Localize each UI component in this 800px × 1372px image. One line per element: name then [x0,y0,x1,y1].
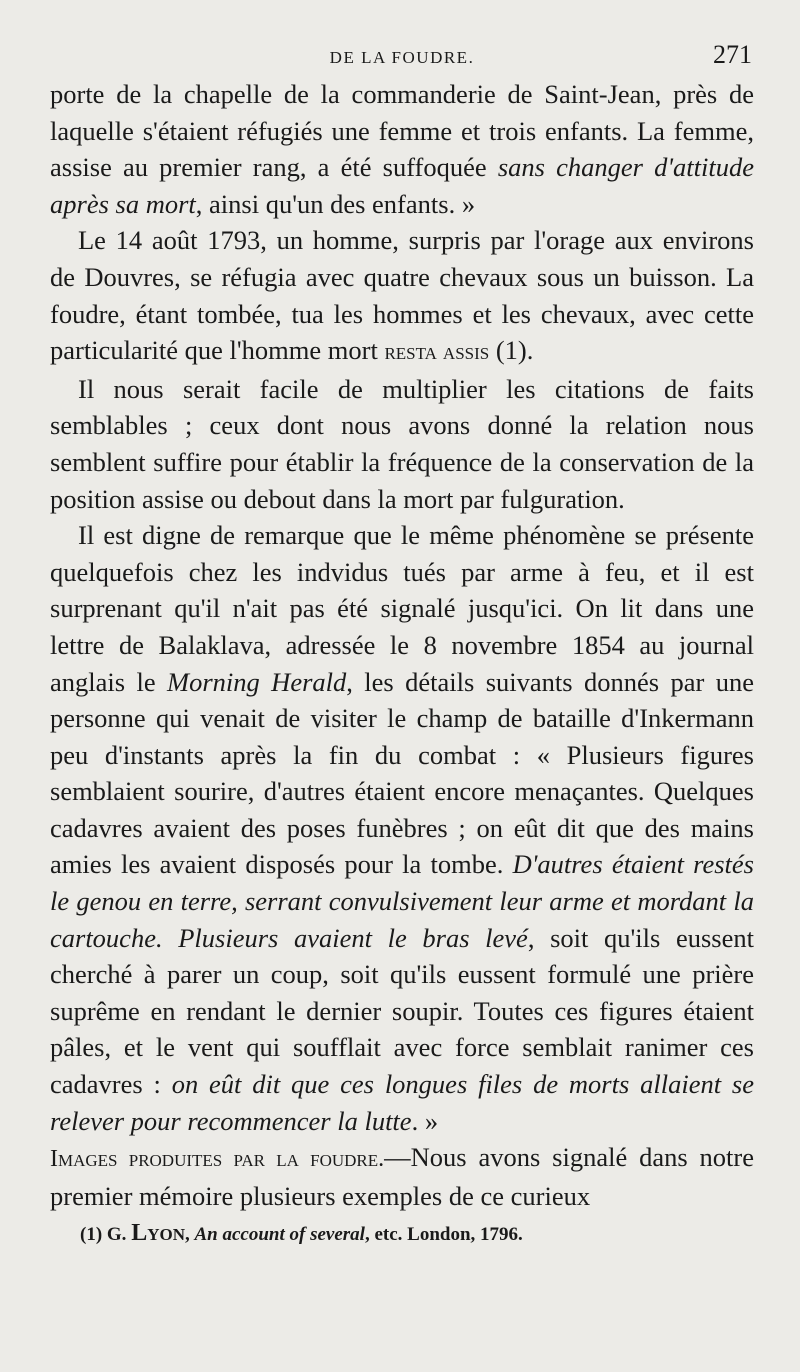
paragraph-1 [50,76,754,222]
text-run: porte de la chapelle de la commanderie de Saint-Jean, près de laquelle s'étaient réfugiés une femme et trois enfants. La femme, assise au premier rang, a été suffoquée [50,79,754,183]
paragraph-3 [50,371,754,517]
running-title: DE LA FOUDRE. [329,48,475,67]
text-run: , soit qu'ils eussent cherché à parer un coup, soit qu'ils eussent formulé une prière suprême en rendant le dernier soupir. Toutes ces figures étaient pâles, et le vent qui soufflait avec force semblait ranimer ces cadavres : [50,922,754,1100]
text-run: , ainsi qu'un des enfants. » [195,188,476,219]
page-number: 271 [713,40,752,69]
italic-run: sans changer d'attitude après sa mort [50,152,754,219]
text-run: Il nous serait facile de multiplier les citations de faits semblables ; ceux dont nous avons donné la relation nous semblent suffire pour établir la fréquence de la conservation de la position assise ou debout dans la mort par fulguration. [50,373,754,514]
paragraph-4 [50,517,754,1139]
running-head [50,36,754,76]
italic-run: D'autres étaient restés le genou en terre, serrant convulsivement leur arme et mordant la cartouche. Plusieurs avaient le bras levé [50,849,754,953]
text-run: , les détails suivants donnés par une personne qui venait de visiter le champ de bataille d'Inkermann peu d'instants après la fin du combat : « Plusieurs figures semblaient sourire, d'autres étaient encore menaçantes. Quelques cadavres avaient des poses funèbres ; on eût dit que des mains amies les avaient disposés pour la tombe. [50,666,755,880]
paragraph-5 [50,1139,754,1214]
footnote-title: An account of several [194,1224,365,1246]
text-run: —Nous avons signalé dans notre premier mémoire plusieurs exemples de ce curieux [50,1142,754,1211]
text-run: Il est digne de remarque que le même phénomène se présente quelquefois chez les indvidus tués par arme à feu, et il est surprenant qu'il n'ait pas été signalé jusqu'ici. On lit dans une lettre de Balaklava, adressée le 8 novembre 1854 au journal anglais le [50,520,754,697]
italic-run: on eût dit que ces longues files de morts allaient se relever pour recommencer la lutte [50,1069,754,1136]
footnote-separator: , [184,1224,195,1246]
text-run: Le 14 août 1793, un homme, surpris par l'orage aux environs de Douvres, se réfugia avec quatre chevaux sous un buisson. La foudre, étant tombée, tua les hommes et les chevaux, avec cette particularité que l'homme mort [50,225,754,366]
footnote-rest: , etc. London, 1796. [364,1224,523,1246]
footnote [50,1220,754,1247]
body-text [50,76,754,1214]
section-heading: Images produites par la foudre. [50,1146,385,1173]
small-caps-run: resta assis [384,339,490,366]
footnote-marker: (1) G. [80,1224,132,1246]
footnote-author: Lyon [131,1220,185,1247]
text-run: . » [411,1105,439,1136]
text-run: (1). [489,335,534,366]
italic-run: Morning Herald [167,666,347,697]
paragraph-2 [50,222,754,370]
